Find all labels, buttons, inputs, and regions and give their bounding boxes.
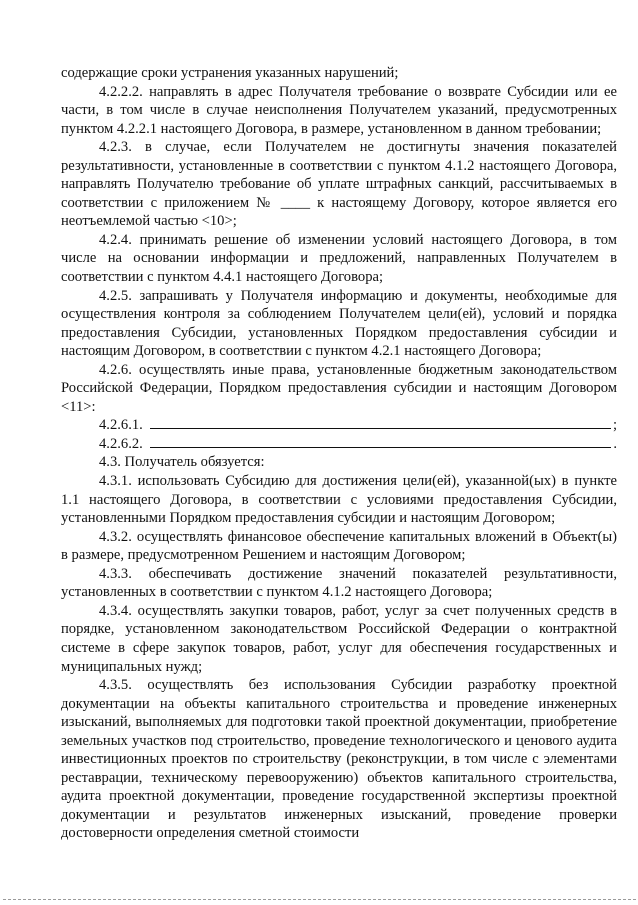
- paragraph-4-3-3: 4.3.3. обеспечивать достижение значений показателей результативности, установленных в соответствии с пунктом 4.1.2 настоящего Договора;: [61, 565, 617, 601]
- item-end-punctuation: .: [613, 435, 617, 452]
- paragraph-4-3: 4.3. Получатель обязуется:: [99, 454, 265, 471]
- paragraph-4-3-4: 4.3.4. осуществлять закупки товаров, работ, услуг за счет полученных средств в порядке, установленном законодательством Российской Федерации о контрактной системе в сфере закупок товаров, работ, услуг для обеспечения государственных и муниципальных нужд;: [61, 602, 617, 675]
- paragraph-4-2-5: 4.2.5. запрашивать у Получателя информацию и документы, необходимые для осуществления контроля за соблюдением Получателем цели(ей), условий и порядка предоставления Субсидии, установленных Порядком предоставления субсидии и настоящим Договором, в соответствии с пунктом 4.2.1 настоящего Договора;: [61, 287, 617, 360]
- item-label: 4.2.6.2.: [99, 435, 147, 452]
- paragraph-continuation: содержащие сроки устранения указанных нарушений;: [61, 65, 399, 81]
- paragraph-4-2-2-2: 4.2.2.2. направлять в адрес Получателя требование о возврате Субсидии или ее части, в том числе в случае неисполнения Получателем указаний, предусмотренных пунктом 4.2.2.1 настоящего Договора, в размере, установленном в данном требовании;: [61, 83, 617, 137]
- page-bottom-divider: [3, 899, 636, 900]
- document-body: [61, 64, 617, 843]
- paragraph-4-3-1: 4.3.1. использовать Субсидию для достижения цели(ей), указанной(ых) в пункте 1.1 настоящего Договора, в соответствии с условиями предоставления Субсидии, установленными Порядком предоставления субсидии и настоящим Договором;: [61, 473, 617, 527]
- blank-fill-line: [150, 446, 611, 448]
- paragraph-4-2-4: 4.2.4. принимать решение об изменении условий настоящего Договора, в том числе на основании информации и предложений, направленных Получателем в соответствии с пунктом 4.4.1 настоящего Договора;: [61, 231, 617, 286]
- item-end-punctuation: ;: [612, 417, 617, 434]
- paragraph-4-3-2: 4.3.2. осуществлять финансовое обеспечение капитальных вложений в Объект(ы) в размере, предусмотренном Решением и настоящим Договором;: [61, 528, 617, 564]
- paragraph-4-2-6-2: [61, 435, 617, 454]
- paragraph-4-2-3: 4.2.3. в случае, если Получателем не достигнуты значения показателей результативности, установленные в соответствии с пунктом 4.1.2 настоящего Договора, направлять Получателю требование об уплате штрафных санкций, рассчитываемых в соответствии с приложением № ____ к настоящему Договору, которое является его неотъемлемой частью <10>;: [61, 139, 617, 230]
- paragraph-4-2-6: 4.2.6. осуществлять иные права, установленные бюджетным законодательством Российской Федерации, Порядком предоставления субсидии и настоящим Договором <11>:: [61, 361, 617, 415]
- blank-fill-line: [150, 427, 611, 429]
- paragraph-4-3-5: 4.3.5. осуществлять без использования Субсидии разработку проектной документации на объекты капитального строительства и проведение инженерных изысканий, выполняемых для подготовки такой проектной документации, приобретение земельных участков под строительство, проведение технологического и ценового аудита инвестиционных проектов по строительству (реконструкции, в том числе с элементами реставрации, техническому перевооружению) объектов капитального строительства, аудита проектной документации, проведение государственной экспертизы проектной документации и результатов инженерных изысканий, проведение проверки достоверности определения сметной стоимости: [61, 677, 617, 842]
- item-label: 4.2.6.1.: [99, 417, 147, 434]
- paragraph-4-2-6-1: [61, 416, 617, 435]
